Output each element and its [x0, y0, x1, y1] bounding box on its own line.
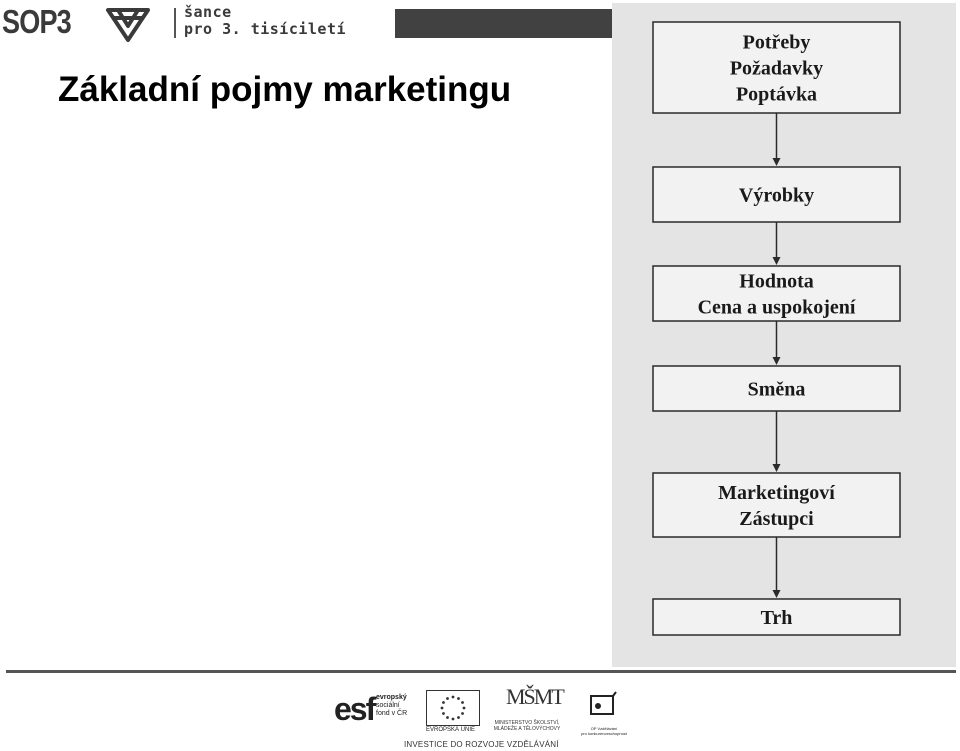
esf-text-line: evropský	[376, 694, 407, 701]
flow-step	[653, 473, 900, 537]
eu-star-icon	[446, 697, 449, 700]
msmt-label-line: MINISTERSTVO ŠKOLSTVÍ,	[494, 720, 560, 726]
msmt-logo: MŠMT	[506, 684, 563, 709]
header-separator	[174, 8, 176, 38]
flow-step	[653, 266, 900, 321]
op-label	[568, 726, 640, 736]
eu-star-icon	[457, 716, 460, 719]
eu-star-icon	[452, 696, 455, 699]
eu-star-icon	[457, 697, 460, 700]
page-title: Základní pojmy marketingu	[58, 70, 512, 109]
sop3-logo: SOP3	[2, 3, 71, 40]
flow-arrowhead	[773, 590, 781, 598]
msmt-label	[482, 720, 572, 732]
flow-step-label: Marketingoví	[718, 482, 835, 504]
flow-step	[653, 22, 900, 113]
eu-star-icon	[441, 707, 444, 710]
footer-rule	[6, 670, 956, 673]
tagline	[184, 4, 346, 38]
eu-star-icon	[461, 712, 464, 715]
invest-label: INVESTICE DO ROZVOJE VZDĚLÁVÁNÍ	[404, 740, 559, 749]
flow-step	[653, 366, 900, 411]
esf-text-line: fond v ČR	[376, 710, 408, 717]
flow-diagram-panel	[612, 3, 956, 667]
op-education-icon	[588, 690, 618, 718]
eu-flag-icon	[426, 690, 480, 726]
tagline-line-1: šance	[184, 3, 232, 21]
eu-star-icon	[442, 712, 445, 715]
eu-star-icon	[442, 701, 445, 704]
msmt-label-line: MLÁDEŽE A TĚLOVÝCHOVY	[493, 726, 561, 732]
eu-star-icon	[452, 718, 455, 721]
flow-step-label: Trh	[760, 607, 793, 629]
flow-step-label: Směna	[747, 378, 806, 401]
flow-arrowhead	[773, 158, 781, 166]
eu-label: EVROPSKÁ UNIE	[426, 727, 476, 733]
flow-step-label: Cena a uspokojení	[697, 296, 856, 319]
esf-text-line: sociální	[376, 702, 400, 709]
esf-text	[376, 694, 407, 718]
sop3-emblem-icon	[104, 2, 152, 42]
eu-star-icon	[461, 701, 464, 704]
flow-step-label: Hodnota	[739, 270, 814, 293]
flow-diagram	[612, 3, 956, 667]
flow-arrowhead	[773, 257, 781, 265]
flow-step-label: Zástupci	[739, 508, 814, 530]
flow-step	[653, 599, 900, 635]
eu-star-icon	[463, 707, 466, 710]
flow-arrowhead	[773, 357, 781, 365]
flow-arrowhead	[773, 464, 781, 472]
tagline-line-2: pro 3. tisíciletí	[184, 20, 347, 38]
eu-star-icon	[446, 716, 449, 719]
flow-step	[653, 167, 900, 222]
flow-step-label: Výrobky	[738, 184, 815, 207]
op-label-line: OP Vzdělávání	[590, 726, 618, 731]
flow-step-label: Potřeby	[742, 31, 811, 54]
op-label-line: pro konkurenceschopnost	[581, 731, 627, 736]
flow-step-label: Požadavky	[729, 57, 824, 80]
footer-logos	[330, 684, 640, 751]
flow-step-label: Poptávka	[735, 83, 818, 106]
esf-logo: esf	[334, 691, 375, 727]
